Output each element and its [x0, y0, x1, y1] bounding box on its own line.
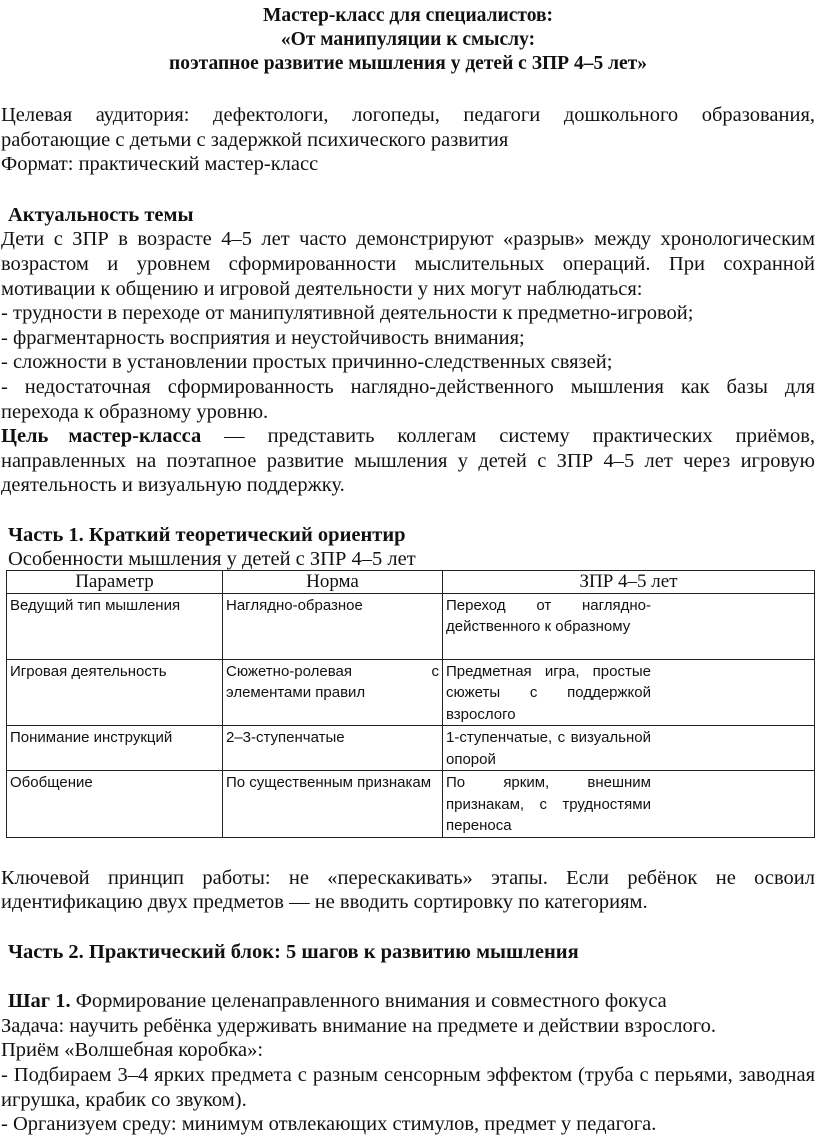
goal-text: — представить коллегам систему практических приёмов, направленных на поэтапное развитие мышления у детей с ЗПР 4–5 лет через игровую деятельность и визуальную поддержку.: [1, 425, 815, 497]
table-cell: Понимание инструкций: [7, 726, 223, 771]
comparison-table: [6, 570, 815, 838]
table-header-row: [7, 570, 815, 593]
table-cell-text: По ярким, внешним признакам, с трудностями переноса: [446, 774, 651, 834]
part1-heading: Часть 1. Краткий теоретический ориентир: [8, 523, 406, 546]
table-cell: [443, 726, 815, 771]
table-caption: Особенности мышления у детей с ЗПР 4–5 лет: [8, 547, 416, 570]
table-cell: Ведущий тип мышления: [7, 593, 223, 659]
table-row: [7, 593, 815, 659]
relevance-item-3: - сложности в установлении простых причинно-следственных связей;: [1, 351, 613, 374]
step1-task: Задача: научить ребёнка удерживать внимание на предмете и действии взрослого.: [1, 1014, 716, 1037]
table-cell-text: Предметная игра, простые сюжеты с поддержкой взрослого: [446, 662, 651, 723]
step1-label: Шаг 1.: [8, 990, 71, 1013]
table-cell: [443, 771, 815, 838]
key-principle-paragraph: Ключевой принцип работы: не «перескакивать» этапы. Если ребёнок не освоил идентификацию двух предметов — не вводить сортировку по категориям.: [1, 866, 815, 914]
part2-heading: Часть 2. Практический блок: 5 шагов к развитию мышления: [8, 940, 579, 963]
goal-label-a: Цель: [1, 425, 49, 448]
title-line-2: «От манипуляции к смыслу:: [280, 29, 536, 50]
title-line-1: Мастер-класс для специалистов:: [262, 5, 554, 26]
format-paragraph: Формат: практический мастер-класс: [1, 153, 319, 176]
table-row: [7, 726, 815, 771]
audience-paragraph: Целевая аудитория: дефектологи, логопеды, педагоги дошкольного образования, работающие с детьми с задержкой психического развития: [1, 104, 815, 151]
relevance-heading: Актуальность темы: [8, 203, 194, 226]
table-cell: Наглядно-образное: [223, 593, 443, 659]
table-header-zpr: ЗПР 4–5 лет: [443, 570, 815, 593]
table-row: [7, 771, 815, 838]
goal-paragraph: [1, 424, 815, 498]
relevance-text: Дети с ЗПР в возрасте 4–5 лет часто демонстрируют «разрыв» между хронологическим возрастом и уровнем сформированности мыслительных операций. При сохранной мотивации к общению и игровой деятельности у них могут наблюдаться:: [1, 228, 815, 300]
table-cell: Обобщение: [7, 771, 223, 838]
relevance-item-1: - трудности в переходе от манипулятивной деятельности к предметно-игровой;: [1, 302, 694, 325]
table-cell: 2–3-ступенчатые: [223, 726, 443, 771]
step1-technique: Приём «Волшебная коробка»:: [1, 1039, 264, 1062]
table-cell: Игровая деятельность: [7, 659, 223, 726]
table-cell-text: Переход от наглядно-действенного к образному: [446, 596, 651, 635]
table-row: [7, 659, 815, 726]
table-cell-text: 1-ступенчатые, с визуальной опорой: [446, 729, 651, 768]
relevance-item-2: - фрагментарность восприятия и неустойчивость внимания;: [1, 326, 525, 349]
table-cell: Сюжетно-ролевая с элементами правил: [223, 659, 443, 726]
step1-item-2: - Организуем среду: минимум отвлекающих стимулов, предмет у педагога.: [1, 1113, 657, 1136]
title-line-3: поэтапное развитие мышления у детей с ЗПР 4–5 лет»: [168, 53, 648, 74]
goal-label-b: мастер-класса: [68, 425, 202, 448]
table-cell: По существенным признакам: [223, 771, 443, 838]
table-header-norm: Норма: [223, 570, 443, 593]
table-cell: [443, 659, 815, 726]
table-header-parameter: Параметр: [7, 570, 223, 593]
step1-item-1: - Подбираем 3–4 ярких предмета с разным сенсорным эффектом (труба с перьями, заводная игрушка, крабик со звуком).: [1, 1064, 815, 1111]
table-cell: [443, 593, 815, 659]
step1-title: Формирование целенаправленного внимания и совместного фокуса: [70, 990, 667, 1013]
relevance-item-4: - недостаточная сформированность наглядно-действенного мышления как базы для перехода к образному уровню.: [1, 375, 815, 423]
step1-line: [1, 989, 815, 1014]
